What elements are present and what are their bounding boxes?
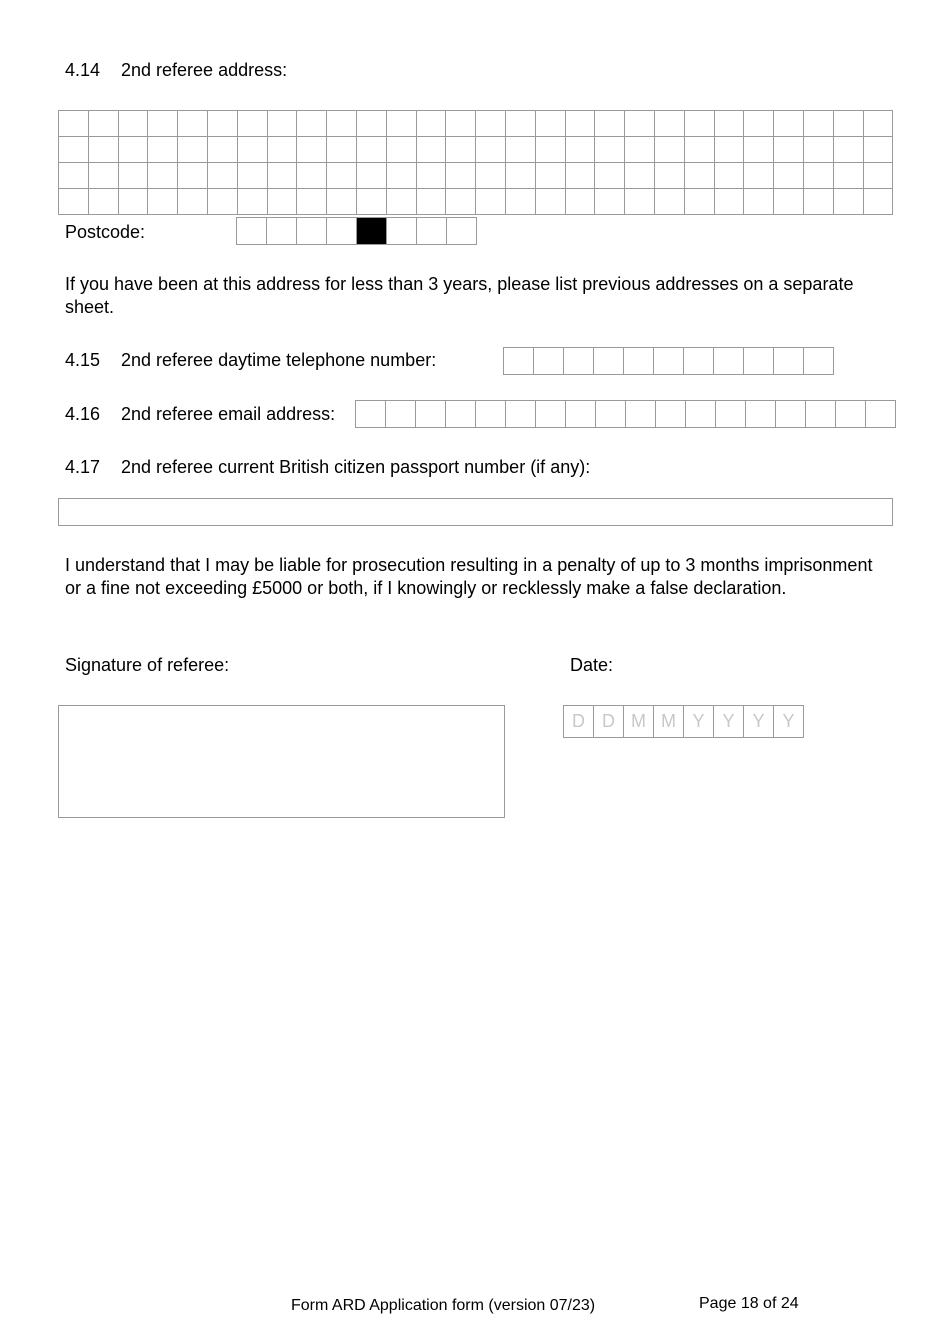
- email-boxes[interactable]: [355, 400, 896, 428]
- address-cell[interactable]: [357, 189, 387, 215]
- address-cell[interactable]: [357, 137, 387, 163]
- telephone-box[interactable]: [624, 348, 654, 375]
- address-cell[interactable]: [59, 189, 89, 215]
- address-cell[interactable]: [119, 189, 149, 215]
- question-4-14-heading: [65, 59, 287, 81]
- question-label: 2nd referee current British citizen passport number (if any):: [121, 457, 591, 477]
- address-cell[interactable]: [685, 137, 715, 163]
- postcode-separator-box: [357, 218, 387, 245]
- address-cell[interactable]: [566, 111, 596, 137]
- question-4-15-heading: [65, 349, 436, 371]
- address-cell[interactable]: [476, 189, 506, 215]
- address-grid[interactable]: [58, 110, 893, 215]
- address-cell[interactable]: [208, 137, 238, 163]
- telephone-boxes[interactable]: [503, 347, 834, 375]
- address-cell[interactable]: [238, 111, 268, 137]
- postcode-box[interactable]: [387, 218, 417, 245]
- postcode-box[interactable]: [417, 218, 447, 245]
- email-box[interactable]: [656, 401, 686, 428]
- address-cell[interactable]: [208, 189, 238, 215]
- address-cell[interactable]: [119, 163, 149, 189]
- question-number: 4.16: [65, 404, 101, 424]
- postcode-box[interactable]: [297, 218, 327, 245]
- address-cell[interactable]: [834, 111, 864, 137]
- address-cell[interactable]: [238, 189, 268, 215]
- address-cell[interactable]: [476, 111, 506, 137]
- address-cell[interactable]: [178, 137, 208, 163]
- address-cell[interactable]: [119, 111, 149, 137]
- date-year-box[interactable]: Y: [684, 706, 714, 738]
- address-cell[interactable]: [774, 163, 804, 189]
- date-day-box[interactable]: D: [564, 706, 594, 738]
- address-cell[interactable]: [715, 137, 745, 163]
- address-cell[interactable]: [446, 189, 476, 215]
- address-cell[interactable]: [536, 163, 566, 189]
- address-cell[interactable]: [357, 111, 387, 137]
- address-cell[interactable]: [625, 163, 655, 189]
- address-cell[interactable]: [625, 189, 655, 215]
- address-cell[interactable]: [148, 163, 178, 189]
- address-cell[interactable]: [685, 163, 715, 189]
- address-cell[interactable]: [804, 111, 834, 137]
- address-cell[interactable]: [595, 137, 625, 163]
- address-cell[interactable]: [89, 189, 119, 215]
- email-box[interactable]: [536, 401, 566, 428]
- address-cell[interactable]: [208, 111, 238, 137]
- address-cell[interactable]: [536, 189, 566, 215]
- address-cell[interactable]: [387, 137, 417, 163]
- address-cell[interactable]: [864, 111, 894, 137]
- address-cell[interactable]: [774, 189, 804, 215]
- address-cell[interactable]: [744, 137, 774, 163]
- email-box[interactable]: [746, 401, 776, 428]
- address-cell[interactable]: [297, 163, 327, 189]
- address-cell[interactable]: [595, 189, 625, 215]
- footer-page-number: Page 18 of 24: [699, 1295, 799, 1312]
- address-cell[interactable]: [685, 189, 715, 215]
- date-year-box[interactable]: Y: [744, 706, 774, 738]
- date-boxes[interactable]: [563, 705, 804, 738]
- address-cell[interactable]: [625, 111, 655, 137]
- email-box[interactable]: [626, 401, 656, 428]
- address-cell[interactable]: [476, 163, 506, 189]
- address-cell[interactable]: [595, 163, 625, 189]
- postcode-label: Postcode:: [65, 222, 146, 242]
- address-cell[interactable]: [804, 163, 834, 189]
- email-box[interactable]: [836, 401, 866, 428]
- email-box[interactable]: [506, 401, 536, 428]
- address-cell[interactable]: [655, 163, 685, 189]
- telephone-box[interactable]: [654, 348, 684, 375]
- address-cell[interactable]: [446, 163, 476, 189]
- telephone-box[interactable]: [534, 348, 564, 375]
- address-cell[interactable]: [744, 163, 774, 189]
- address-cell[interactable]: [387, 111, 417, 137]
- postcode-boxes[interactable]: [236, 217, 477, 245]
- address-cell[interactable]: [327, 111, 357, 137]
- address-cell[interactable]: [446, 111, 476, 137]
- email-box[interactable]: [716, 401, 746, 428]
- address-cell[interactable]: [715, 111, 745, 137]
- address-cell[interactable]: [327, 189, 357, 215]
- address-cell[interactable]: [327, 137, 357, 163]
- address-cell[interactable]: [297, 189, 327, 215]
- address-cell[interactable]: [685, 111, 715, 137]
- address-cell[interactable]: [864, 137, 894, 163]
- email-box[interactable]: [596, 401, 626, 428]
- email-box[interactable]: [866, 401, 896, 428]
- address-cell[interactable]: [834, 137, 864, 163]
- address-cell[interactable]: [89, 163, 119, 189]
- passport-number-field[interactable]: [58, 498, 893, 526]
- date-year-box[interactable]: Y: [774, 706, 804, 738]
- address-cell[interactable]: [178, 111, 208, 137]
- address-cell[interactable]: [774, 137, 804, 163]
- telephone-box[interactable]: [744, 348, 774, 375]
- date-day-box[interactable]: D: [594, 706, 624, 738]
- address-cell[interactable]: [387, 163, 417, 189]
- address-cell[interactable]: [834, 189, 864, 215]
- date-month-box[interactable]: M: [654, 706, 684, 738]
- signature-box[interactable]: [58, 705, 505, 818]
- question-4-16-heading: [65, 403, 335, 425]
- address-cell[interactable]: [417, 163, 447, 189]
- address-cell[interactable]: [506, 137, 536, 163]
- address-cell[interactable]: [476, 137, 506, 163]
- question-number: 4.14: [65, 60, 101, 80]
- address-cell[interactable]: [834, 163, 864, 189]
- address-cell[interactable]: [268, 163, 298, 189]
- email-box[interactable]: [446, 401, 476, 428]
- address-cell[interactable]: [744, 111, 774, 137]
- postcode-box[interactable]: [237, 218, 267, 245]
- email-box[interactable]: [806, 401, 836, 428]
- address-cell[interactable]: [268, 189, 298, 215]
- address-cell[interactable]: [744, 189, 774, 215]
- telephone-box[interactable]: [714, 348, 744, 375]
- telephone-box[interactable]: [504, 348, 534, 375]
- address-cell[interactable]: [119, 137, 149, 163]
- question-label: 2nd referee email address:: [121, 404, 336, 424]
- address-cell[interactable]: [238, 137, 268, 163]
- question-label: 2nd referee address:: [121, 60, 288, 80]
- address-cell[interactable]: [148, 189, 178, 215]
- address-cell[interactable]: [178, 189, 208, 215]
- address-cell[interactable]: [566, 137, 596, 163]
- email-box[interactable]: [686, 401, 716, 428]
- address-cell[interactable]: [357, 163, 387, 189]
- address-cell[interactable]: [148, 137, 178, 163]
- email-box[interactable]: [416, 401, 446, 428]
- email-box[interactable]: [776, 401, 806, 428]
- telephone-box[interactable]: [774, 348, 804, 375]
- telephone-box[interactable]: [804, 348, 834, 375]
- address-cell[interactable]: [655, 137, 685, 163]
- address-cell[interactable]: [864, 189, 894, 215]
- declaration-text: I understand that I may be liable for prosecution resulting in a penalty of up to 3 months imprisonment or a fine not exceeding £5000 or both, if I knowingly or recklessly make a false declaration.: [65, 555, 873, 598]
- address-cell[interactable]: [59, 163, 89, 189]
- address-cell[interactable]: [536, 111, 566, 137]
- address-cell[interactable]: [59, 111, 89, 137]
- address-cell[interactable]: [506, 163, 536, 189]
- address-cell[interactable]: [506, 189, 536, 215]
- address-cell[interactable]: [89, 111, 119, 137]
- address-cell[interactable]: [506, 111, 536, 137]
- previous-address-note: If you have been at this address for less than 3 years, please list previous addresses on a separate sheet.: [65, 274, 854, 317]
- question-number: 4.15: [65, 350, 101, 370]
- address-cell[interactable]: [566, 163, 596, 189]
- address-cell[interactable]: [864, 163, 894, 189]
- email-box[interactable]: [476, 401, 506, 428]
- address-cell[interactable]: [297, 111, 327, 137]
- signature-label: Signature of referee:: [65, 655, 230, 675]
- address-cell[interactable]: [566, 189, 596, 215]
- address-cell[interactable]: [387, 189, 417, 215]
- address-cell[interactable]: [625, 137, 655, 163]
- email-box[interactable]: [566, 401, 596, 428]
- address-cell[interactable]: [148, 111, 178, 137]
- address-cell[interactable]: [178, 163, 208, 189]
- telephone-box[interactable]: [564, 348, 594, 375]
- footer-form-name: Form ARD Application form (version 07/23): [291, 1297, 596, 1314]
- address-cell[interactable]: [446, 137, 476, 163]
- address-cell[interactable]: [327, 163, 357, 189]
- address-cell[interactable]: [268, 137, 298, 163]
- question-number: 4.17: [65, 457, 101, 477]
- email-box[interactable]: [386, 401, 416, 428]
- date-month-box[interactable]: M: [624, 706, 654, 738]
- email-box[interactable]: [356, 401, 386, 428]
- date-label: Date:: [570, 655, 614, 675]
- postcode-box[interactable]: [447, 218, 477, 245]
- address-cell[interactable]: [715, 189, 745, 215]
- question-4-17-heading: [65, 456, 590, 478]
- address-cell[interactable]: [208, 163, 238, 189]
- address-cell[interactable]: [297, 137, 327, 163]
- address-cell[interactable]: [536, 137, 566, 163]
- address-cell[interactable]: [595, 111, 625, 137]
- address-cell[interactable]: [715, 163, 745, 189]
- date-year-box[interactable]: Y: [714, 706, 744, 738]
- address-cell[interactable]: [238, 163, 268, 189]
- address-cell[interactable]: [417, 111, 447, 137]
- address-cell[interactable]: [655, 111, 685, 137]
- address-cell[interactable]: [417, 137, 447, 163]
- address-cell[interactable]: [268, 111, 298, 137]
- address-cell[interactable]: [59, 137, 89, 163]
- address-cell[interactable]: [804, 189, 834, 215]
- postcode-box[interactable]: [267, 218, 297, 245]
- address-cell[interactable]: [774, 111, 804, 137]
- address-cell[interactable]: [89, 137, 119, 163]
- telephone-box[interactable]: [684, 348, 714, 375]
- address-cell[interactable]: [804, 137, 834, 163]
- question-label: 2nd referee daytime telephone number:: [121, 350, 437, 370]
- postcode-box[interactable]: [327, 218, 357, 245]
- address-cell[interactable]: [417, 189, 447, 215]
- telephone-box[interactable]: [594, 348, 624, 375]
- address-cell[interactable]: [655, 189, 685, 215]
